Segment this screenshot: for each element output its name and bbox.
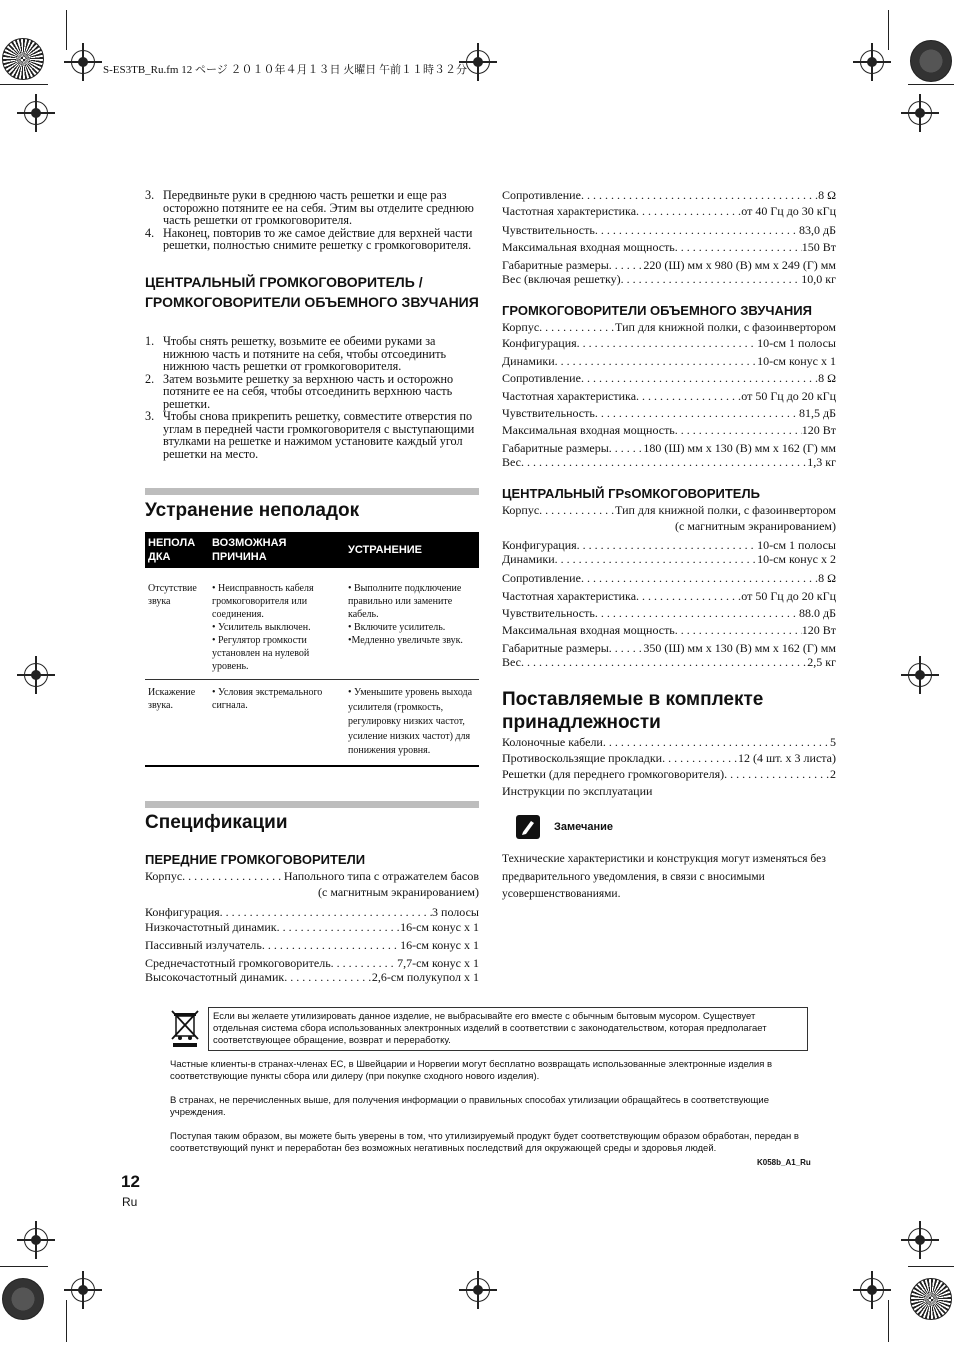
spec-row: Чувствительность . . . 83,0 дБ <box>502 223 836 237</box>
col-header-problem: НЕПОЛА ДКА <box>145 532 209 568</box>
troubleshooting-title: Устранение неполадок <box>145 500 360 521</box>
crop-mark <box>908 84 954 85</box>
spec-row: Динамики . . . 10-см конус x 2 <box>502 552 836 566</box>
list-item: 1. Чтобы снять решетку, возьмите ее обеими руками за нижнюю часть и потяните на себя, чтобы отсоединить нижнюю часть решетки от громкоговорителя. <box>145 334 447 373</box>
table-row <box>145 680 479 766</box>
accessory-item: Инструкции по эксплуатации <box>502 784 653 798</box>
crop-mark <box>66 10 67 50</box>
removal-steps <box>145 189 479 252</box>
recycling-paragraph: Поступая таким образом, вы можете быть уверены в том, что утилизируемый продукт будет соответствующим образом обработан, передан в соответствующий пункт и переработан без возможных негативных последствий для окружающей среды и здоровья людей. <box>170 1131 799 1154</box>
remedy-cell: • Уменьшите уровень выхода усилителя (громкость, регулировку низких частот, усиление низких частот) для понижения уровня. <box>345 680 479 766</box>
spec-row: Сопротивление . . . 8 Ω <box>502 571 836 585</box>
crosshair-icon <box>24 1228 48 1252</box>
spec-row: Конфигурация . . . 3 полосы <box>145 905 479 919</box>
crosshair-icon <box>466 50 490 74</box>
spec-row: Динамики . . . 10-см конус x 1 <box>502 354 836 368</box>
spec-row: Максимальная входная мощность . . . 150 Вт <box>502 240 836 254</box>
spec-row: Вес . . . 1,3 кг <box>502 455 836 469</box>
crop-mark <box>888 1300 889 1342</box>
spec-row: Решетки (для переднего громкоговорителя) . . . 2 <box>502 767 836 781</box>
spec-row: Сопротивление . . . 8 Ω <box>502 371 836 385</box>
spec-row: Максимальная входная мощность . . . 120 Вт <box>502 623 836 637</box>
spec-row: Габаритные размеры . . . 350 (Ш) мм x 130 (В) мм x 162 (Г) мм <box>502 641 836 655</box>
registration-sunburst-icon <box>2 38 44 80</box>
registration-sunburst-icon <box>910 40 952 82</box>
list-item: 4. Наконец, повторив то же самое действие для верхней части решетки, полностью снимите решетку с громкоговорителя. <box>145 225 473 252</box>
list-item: 3. Чтобы снова прикрепить решетку, совместите отверстия по углам в передней части громкоговорителя с выступающими втулками на решетке и нажимом установите каждый угол решетки на место. <box>145 409 475 461</box>
cause-cell: • Неисправность кабеля громкоговорителя или соединения. • Усилитель выключен. • Регулятор громкости установлен на нулевой уровень. <box>209 568 345 680</box>
crosshair-icon <box>24 663 48 687</box>
file-header-line: S-ES3TB_Ru.fm 12 ページ ２０１０年４月１３日 火曜日 午前１１時３２分 <box>103 64 468 76</box>
crosshair-icon <box>908 663 932 687</box>
crosshair-icon <box>908 1228 932 1252</box>
note-icon <box>516 815 540 839</box>
col-header-cause: ВОЗМОЖНАЯ ПРИЧИНА <box>209 532 345 568</box>
spec-row: Чувствительность . . . 88.0 дБ <box>502 606 836 620</box>
col-header-remedy: УСТРАНЕНИЕ <box>345 532 479 568</box>
registration-sunburst-icon <box>910 1278 952 1320</box>
surround-speakers-heading: ГРОМКОГОВОРИТЕЛИ ОБЪЕМНОГО ЗВУЧАНИЯ <box>502 303 812 318</box>
spec-row: Корпус . . . Тип для книжной полки, с фазоинвертором <box>502 320 836 334</box>
spec-row: Колоночные кабели . . . 5 <box>502 735 836 749</box>
problem-cell: Отсутствие звука <box>145 568 209 680</box>
accessories-title: Поставляемые в комплекте принадлежности <box>502 689 764 733</box>
problem-cell: Искажение звука. <box>145 680 209 766</box>
table-row <box>145 568 479 680</box>
spec-row: Среднечастотный громкоговоритель . . . 7,7-см конус x 1 <box>145 956 479 970</box>
crosshair-icon <box>24 101 48 125</box>
spec-row: Конфигурация . . . 10-см 1 полосы <box>502 336 836 350</box>
note-label: Замечание <box>554 821 614 833</box>
crosshair-icon <box>860 50 884 74</box>
section-rule <box>145 488 479 495</box>
crop-mark <box>888 10 889 50</box>
crop-mark <box>0 84 48 85</box>
list-item: 2. Затем возьмите решетку за верхнюю часть и осторожно потяните ее на себя, чтобы отсоединить верхнюю часть решетки. <box>145 371 454 411</box>
spec-row: Чувствительность . . . 81,5 дБ <box>502 406 836 420</box>
spec-row: Частотная характеристика . . . от 50 Гц до 20 кГц <box>502 589 836 603</box>
crosshair-icon <box>466 1278 490 1302</box>
spec-row: Высокочастотный динамик . . . 2,6-см полукупол x 1 <box>145 970 479 984</box>
crop-mark <box>0 1266 48 1267</box>
spec-row: Пассивный излучатель . . . 16-см конус x 1 <box>145 938 479 952</box>
spec-row: Сопротивление . . . 8 Ω <box>502 188 836 202</box>
center-speaker-heading: ЦЕНТРАЛЬНЫЙ ГРsОМКОГОВОРИТЕЛЬ <box>502 486 760 501</box>
spec-continuation: (с магнитным экранированием) <box>318 885 479 899</box>
center-grille-steps <box>145 335 479 460</box>
recycling-notice-box: Если вы желаете утилизировать данное изделие, не выбрасывайте его вместе с обычным бытовым мусором. Существует отдельная система сбора использованных электронных изделий в соответствии с законодательством, которая предполагает соответствующее обращение, возврат и переработку. <box>208 1007 808 1051</box>
spec-row: Габаритные размеры . . . 180 (Ш) мм x 130 (В) мм x 162 (Г) мм <box>502 441 836 455</box>
page-number: 12 <box>121 1172 140 1191</box>
spec-row: Корпус . . . Напольного типа с отражателем басов <box>145 869 479 883</box>
recycling-paragraph: Частные клиенты-в странах-членах ЕС, в Швейцарии и Норвегии могут бесплатно возвращать использованные электронные изделия в соответствующие пункты сбора или дилеру (при покупке сходного нового изделия). <box>170 1059 773 1082</box>
document-code: K058b_A1_Ru <box>757 1158 811 1167</box>
crosshair-icon <box>908 101 932 125</box>
section-rule <box>145 801 479 808</box>
spec-row: Конфигурация . . . 10-см 1 полосы <box>502 538 836 552</box>
cause-cell: • Условия экстремального сигнала. <box>209 680 345 766</box>
crop-mark <box>66 1300 67 1342</box>
crosshair-icon <box>71 1278 95 1302</box>
troubleshooting-table <box>145 532 479 767</box>
remedy-cell: • Выполните подключение правильно или замените кабель. • Включите усилитель. •Медленно увеличьте звук. <box>345 568 479 680</box>
spec-row: Корпус . . . Тип для книжной полки, с фазоинвертором <box>502 503 836 517</box>
registration-sunburst-icon <box>2 1278 44 1320</box>
center-grille-heading: ЦЕНТРАЛЬНЫЙ ГРОМКОГОВОРИТЕЛЬ / ГРОМКОГОВОРИТЕЛИ ОБЪЕМНОГО ЗВУЧАНИЯ <box>145 274 479 310</box>
spec-row: Противоскользящие прокладки . . . 12 (4 шт. x 3 листа) <box>502 751 836 765</box>
note-text: Технические характеристики и конструкция могут изменяться без предварительного уведомления, в связи с вносимыми усовершенствованиями. <box>502 853 826 900</box>
spec-row: Низкочастотный динамик . . . 16-см конус x 1 <box>145 920 479 934</box>
recycling-paragraph: В странах, не перечисленных выше, для получения информации о правильных способах утилизации обращайтесь в соответствующие учреждения. <box>170 1095 769 1118</box>
spec-row: Вес (включая решетку) . . . 10,0 кг <box>502 272 836 286</box>
list-item: 3. Передвиньте руки в среднюю часть решетки и еще раз осторожно потяните ее на себя. Этим вы отделите среднюю часть решетки от громкоговорителя. <box>145 188 474 227</box>
spec-row: Частотная характеристика . . . от 50 Гц до 20 кГц <box>502 389 836 403</box>
crosshair-icon <box>860 1278 884 1302</box>
spec-continuation: (с магнитным экранированием) <box>675 519 836 533</box>
specs-title: Спецификации <box>145 812 288 833</box>
spec-row: Частотная характеристика . . . от 40 Гц до 30 кГц <box>502 204 836 218</box>
page-language: Ru <box>122 1195 138 1209</box>
spec-row: Максимальная входная мощность . . . 120 Вт <box>502 423 836 437</box>
weee-bin-icon <box>170 1008 200 1048</box>
spec-row: Габаритные размеры . . . 220 (Ш) мм x 980 (В) мм x 249 (Г) мм <box>502 258 836 272</box>
front-speakers-heading: ПЕРЕДНИЕ ГРОМКОГОВОРИТЕЛИ <box>145 852 366 867</box>
crosshair-icon <box>71 50 95 74</box>
spec-row: Вес . . . 2,5 кг <box>502 655 836 669</box>
crop-mark <box>908 1266 954 1267</box>
